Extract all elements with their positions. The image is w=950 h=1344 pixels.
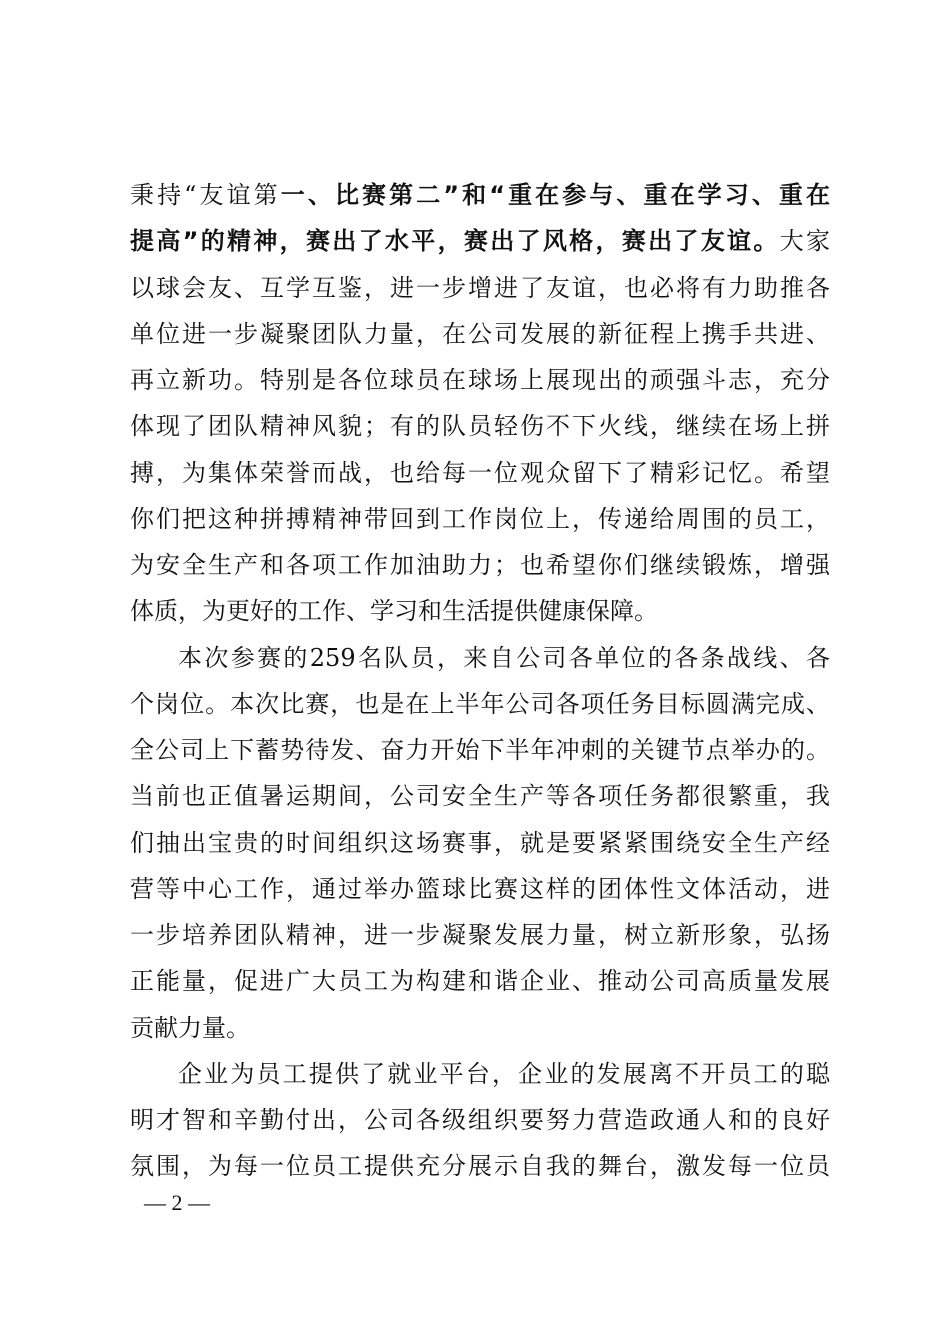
text-line: 一步培养团队精神，进一步凝聚发展力量，树立新形象，弘扬	[130, 921, 830, 949]
text-line: 营等中心工作，通过举办篮球比赛这样的团体性文体活动，进	[130, 874, 830, 903]
text-line: 明才智和辛勤付出，公司各级组织要努力营造政通人和的良好	[130, 1106, 830, 1134]
page-number: — 2 —	[144, 1190, 210, 1215]
text-line	[130, 172, 830, 218]
text-line: 贡献力量。	[130, 1013, 250, 1042]
text-line: 正能量，促进广大员工为构建和谐企业、推动公司高质量发展	[130, 967, 830, 996]
paragraph-first-line: 企业为员工提供了就业平台，企业的发展离不开员工的聪	[178, 1059, 830, 1088]
text-line: 体现了团队精神风貌；有的队员轻伤不下火线，继续在场上拼	[130, 412, 830, 441]
text-run: 大家	[779, 227, 831, 256]
text-line: 当前也正值暑运期间，公司安全生产等各项任务都很繁重，我	[130, 782, 830, 811]
text-line: 以球会友、互学互鉴，进一步增进了友谊，也必将有力助推各	[130, 273, 830, 302]
text-line: 单位进一步凝聚团队力量，在公司发展的新征程上携手共进、	[130, 319, 830, 348]
text-line	[130, 218, 830, 264]
text-line: 再立新功。特别是各位球员在球场上展现出的顽强斗志，充分	[130, 366, 830, 394]
bold-text-run: 提高”的精神，赛出了水平，赛出了风格，赛出了友谊。	[130, 227, 780, 256]
paragraph-first-line: 本次参赛的259名队员，来自公司各单位的各条战线、各	[178, 643, 830, 672]
text-line: 你们把这种拼搏精神带回到工作岗位上，传递给周围的员工，	[130, 504, 830, 533]
text-line: 们抽出宝贵的时间组织这场赛事，就是要紧紧围绕安全生产经	[130, 828, 830, 857]
text-run: 秉持“友谊第	[130, 181, 281, 209]
text-line: 全公司上下蓄势待发、奋力开始下半年冲刺的关键节点举办的。	[130, 736, 830, 764]
document-body	[130, 172, 830, 1190]
bold-text-run: 一、比赛第二”和“重在参与、重在学习、重在	[280, 181, 830, 209]
text-line: 氛围，为每一位员工提供充分展示自我的舞台，激发每一位员	[130, 1152, 830, 1181]
text-line: 体质，为更好的工作、学习和生活提供健康保障。	[130, 597, 658, 626]
text-line: 个岗位。本次比赛，也是在上半年公司各项任务目标圆满完成、	[130, 689, 830, 718]
text-line: 为安全生产和各项工作加油助力；也希望你们继续锻炼，增强	[130, 551, 830, 579]
text-line: 搏，为集体荣誉而战，也给每一位观众留下了精彩记忆。希望	[130, 458, 830, 487]
